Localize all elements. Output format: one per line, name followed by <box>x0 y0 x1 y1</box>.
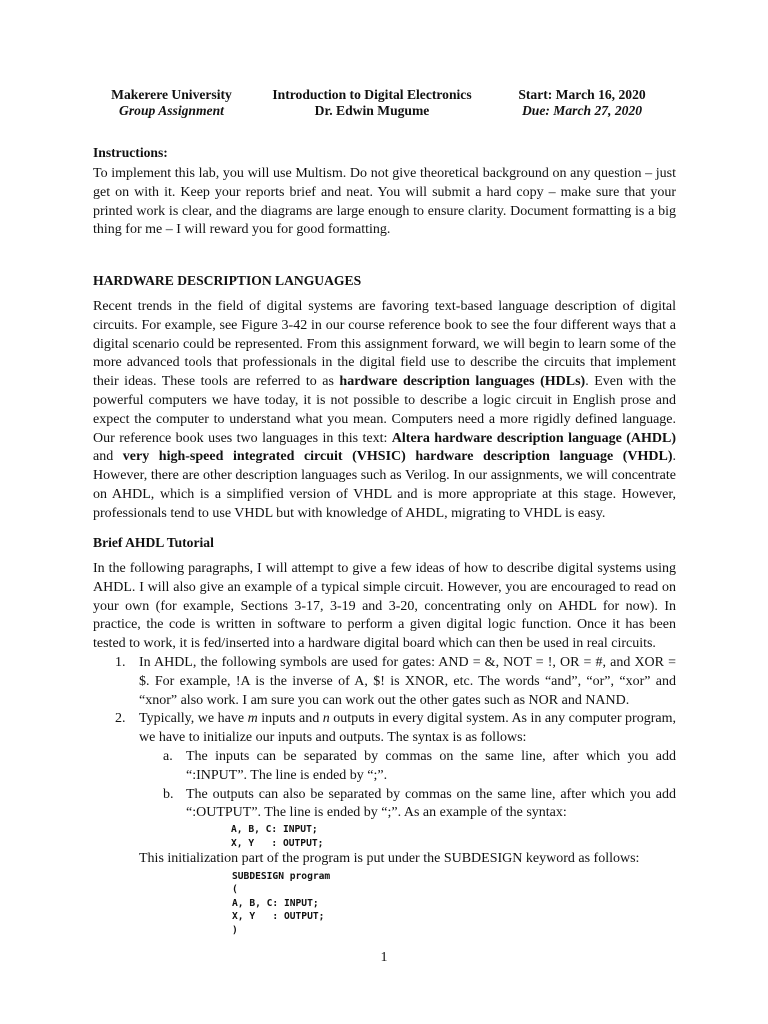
hdl-term-ahdl: Altera hardware description language (AHDL) <box>391 430 676 446</box>
hdl-text-2: . Even with the powerful computers we have today, it is not possible to describe a logic circuit in English prose and expect the computer to understand what you mean. Computers need a more rigidly defined language. Our reference book uses two languages in this text: <box>93 374 677 446</box>
sub-list-item <box>139 786 676 851</box>
hdl-heading: HARDWARE DESCRIPTION LANGUAGES <box>93 273 362 288</box>
list-number: 2. <box>115 711 126 727</box>
code-line: X, Y : OUTPUT; <box>232 911 325 923</box>
code-line: A, B, C: INPUT; <box>231 824 318 836</box>
code-line: X, Y : OUTPUT; <box>231 837 324 849</box>
due-date: Due: March 27, 2020 <box>521 103 643 118</box>
tutorial-heading: Brief AHDL Tutorial <box>93 535 214 550</box>
header-left <box>100 87 243 119</box>
code-line: ( <box>232 884 238 896</box>
code-snippet-1 <box>231 823 676 850</box>
list-item-text-b: inputs and <box>257 711 323 727</box>
tutorial-intro: In the following paragraphs, I will attempt to give a few ideas of how to describe digital systems using AHDL. I will also give an example of a typical simple circuit. However, you are encouraged to read on your own (for example, Sections 3-17, 3-19 and 3-20, concentrating only on AHDL for now). In practice, the code is written in software to perform a given digital logic function. Once it has been tested to work, it is fed/inserted into a hardware digital board which can then be used in real circuits. <box>93 561 676 652</box>
header-right <box>507 87 657 119</box>
code-line: A, B, C: INPUT; <box>232 897 319 909</box>
hdl-text-1: Recent trends in the field of digital systems are favoring text-based language description of digital circuits. For example, see Figure 3-42 in our course reference book to see the four different ways that a digital scenario could be represented. From this assignment forward, we will begin to learn some of the more advanced tools that professionals in the digital field use to describe the circuits that implement their ideas. These tools are referred to as <box>93 299 676 390</box>
hdl-text-4: . However, there are other description languages such as Verilog. In our assignments, we will concentrate on AHDL, which is a simplified version of VHDL and is more appropriate at this stage. However, professionals tend to use VHDL but with knowledge of AHDL, migrating to VHDL is easy. <box>93 449 677 521</box>
hdl-term-hdls: hardware description languages (HDLs) <box>339 374 586 390</box>
sub-list-item <box>139 748 676 786</box>
hdl-paragraph <box>93 298 676 524</box>
hdl-term-vhdl: very high-speed integrated circuit (VHSIC) hardware description language (VHDL) <box>122 449 673 465</box>
hdl-text-3: and <box>93 449 123 465</box>
instructor-name: Dr. Edwin Mugume <box>314 103 430 118</box>
code-line: ) <box>232 924 238 936</box>
course-title: Introduction to Digital Electronics <box>272 87 472 102</box>
list-item-text-c: outputs in every digital system. As in any computer program, we have to initialize our inputs and outputs. The syntax is as follows: <box>139 711 676 746</box>
list-item-text-a: Typically, we have <box>139 711 248 727</box>
var-m: m <box>247 711 258 727</box>
list-number: 1. <box>115 655 126 670</box>
page-number: 1 <box>380 950 388 965</box>
sub-list-letter: b. <box>163 786 174 802</box>
header-center <box>256 87 488 119</box>
sub-list-letter: a. <box>163 748 173 764</box>
list-item <box>93 710 676 937</box>
start-date: Start: March 16, 2020 <box>518 87 646 102</box>
sub-list <box>139 748 676 850</box>
var-n: n <box>322 711 330 727</box>
tutorial-list <box>93 654 676 937</box>
assignment-type: Group Assignment <box>119 103 224 118</box>
list-item <box>93 654 676 710</box>
university-name: Makerere University <box>111 87 232 102</box>
instructions-heading: Instructions: <box>93 145 168 160</box>
sub-list-text: The inputs can be separated by commas on the same line, after which you add “:INPUT”. The line is ended by “;”. <box>186 748 676 783</box>
code-snippet-2 <box>232 870 676 938</box>
list-item-text: In AHDL, the following symbols are used for gates: AND = &, NOT = !, OR = #, and XOR = $. For example, !A is the inverse of A, $! is XNOR, etc. The words “and”, “or”, “xor” and “xnor” also work. I am sure you can work out the other gates such as NOR and NAND. <box>139 655 676 708</box>
instructions-body: To implement this lab, you will use Multism. Do not give theoretical background on any question – just get on with it. Keep your reports brief and neat. You will submit a hard copy – make sure that your printed work is clear, and the diagrams are large enough to ensure clarity. Document formatting is a big thing for me – I will reward you for good formatting. <box>93 166 676 238</box>
sub-list-text: The outputs can also be separated by commas on the same line, after which you add “:OUTPUT”. The line is ended by “;”. As an example of the syntax: <box>186 786 676 821</box>
subdesign-intro: This initialization part of the program is put under the SUBDESIGN keyword as follows: <box>139 851 640 867</box>
code-line: SUBDESIGN program <box>232 870 331 882</box>
